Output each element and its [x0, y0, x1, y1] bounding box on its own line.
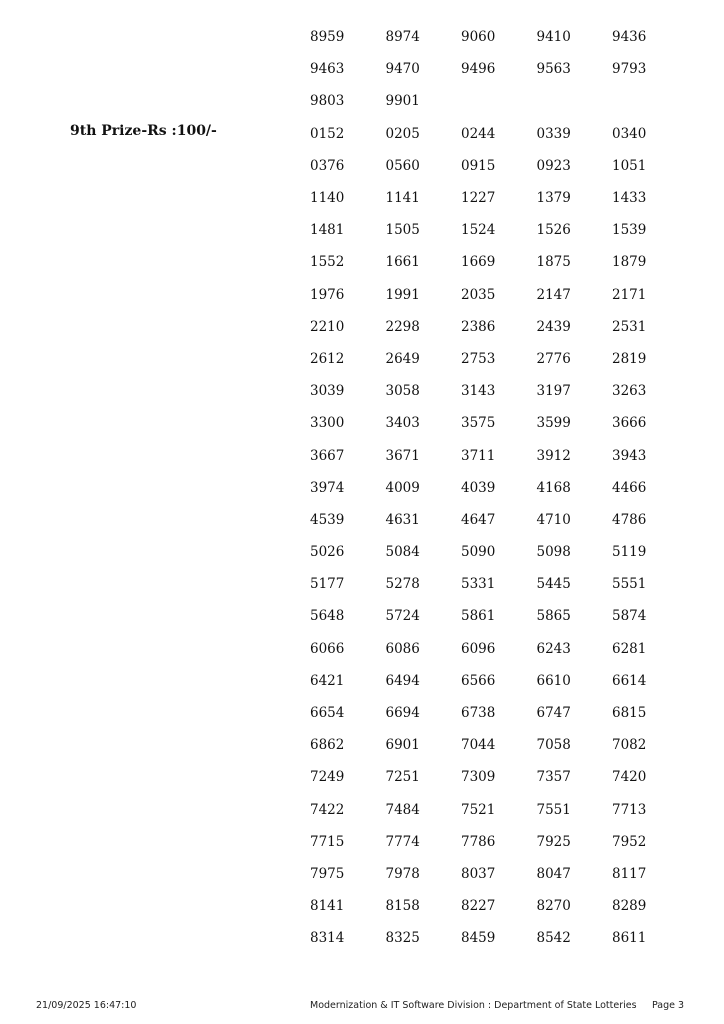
ticket-number: 4168: [536, 479, 571, 496]
ticket-number: 3058: [385, 383, 420, 400]
number-row: [310, 246, 690, 278]
ticket-number: 2649: [385, 350, 420, 367]
number-row: [310, 665, 690, 697]
footer-department: Modernization & IT Software Division : Department of State Lotteries: [310, 1000, 637, 1011]
ticket-number: 8227: [461, 898, 496, 915]
ticket-number: 1140: [310, 190, 345, 207]
ticket-number: 7713: [612, 801, 647, 818]
ticket-number: 1526: [536, 222, 571, 239]
ticket-number: 0340: [612, 125, 647, 142]
ticket-number: 5026: [310, 544, 345, 561]
ticket-number: 6901: [385, 737, 420, 754]
ticket-number: 5865: [536, 608, 571, 625]
number-row: [310, 53, 690, 85]
ticket-number: 1875: [536, 254, 571, 271]
ticket-number: 3667: [310, 447, 345, 464]
ticket-number: 7484: [385, 801, 420, 818]
ticket-number: 0244: [461, 125, 496, 142]
number-row: [310, 568, 690, 600]
ticket-number: 7058: [536, 737, 571, 754]
ticket-number: 9060: [461, 29, 496, 46]
ticket-number: 2386: [461, 318, 496, 335]
ticket-number: 6654: [310, 705, 345, 722]
ticket-number: 6066: [310, 640, 345, 657]
ticket-number: 7249: [310, 769, 345, 786]
ticket-number: 8117: [612, 865, 647, 882]
ticket-number: 9496: [461, 61, 496, 78]
prize-heading-9th: 9th Prize-Rs :100/-: [70, 123, 217, 139]
ticket-number: 8325: [385, 930, 420, 947]
number-row: [310, 279, 690, 311]
ticket-number: 7420: [612, 769, 647, 786]
ticket-number: 8974: [385, 29, 420, 46]
ticket-number: 9410: [536, 29, 571, 46]
ticket-number: 7082: [612, 737, 647, 754]
ticket-number: 2753: [461, 350, 496, 367]
ticket-number: 9470: [385, 61, 420, 78]
number-row: [310, 85, 690, 117]
ticket-number: 3575: [461, 415, 496, 432]
number-row: [310, 150, 690, 182]
ticket-number: 8314: [310, 930, 345, 947]
ticket-number: 0923: [536, 157, 571, 174]
ticket-number: 1661: [385, 254, 420, 271]
number-row: [310, 375, 690, 407]
number-row: [310, 182, 690, 214]
ticket-number: 9901: [385, 93, 420, 110]
ticket-number: 8459: [461, 930, 496, 947]
ticket-number: 0339: [536, 125, 571, 142]
ticket-number: 5084: [385, 544, 420, 561]
number-row: [310, 922, 690, 954]
ticket-number: 8037: [461, 865, 496, 882]
ticket-number: 9793: [612, 61, 647, 78]
ticket-number: 3671: [385, 447, 420, 464]
ticket-number: 6096: [461, 640, 496, 657]
number-row: [310, 118, 690, 150]
ticket-number: 7551: [536, 801, 571, 818]
ticket-number: 1227: [461, 190, 496, 207]
ticket-number: 2819: [612, 350, 647, 367]
ticket-number: 2531: [612, 318, 647, 335]
ticket-number: 5090: [461, 544, 496, 561]
ticket-number: 4039: [461, 479, 496, 496]
ticket-number: 8289: [612, 898, 647, 915]
ticket-number: 5445: [536, 576, 571, 593]
ticket-number: 3943: [612, 447, 647, 464]
number-row: [310, 214, 690, 246]
ticket-number: 7044: [461, 737, 496, 754]
ticket-number: 5874: [612, 608, 647, 625]
ticket-number: 1433: [612, 190, 647, 207]
ticket-number: 7786: [461, 833, 496, 850]
number-row: [310, 761, 690, 793]
ticket-number: 4009: [385, 479, 420, 496]
number-row: [310, 439, 690, 471]
ticket-number: 6610: [536, 672, 571, 689]
ticket-number: 1481: [310, 222, 345, 239]
ticket-number: 7251: [385, 769, 420, 786]
ticket-number: 7952: [612, 833, 647, 850]
ticket-number: 5724: [385, 608, 420, 625]
ticket-number: 1879: [612, 254, 647, 271]
footer-page-number: Page 3: [652, 1000, 685, 1011]
number-row: [310, 343, 690, 375]
ticket-number: 7309: [461, 769, 496, 786]
ticket-number: 6815: [612, 705, 647, 722]
winning-numbers-grid: [310, 21, 690, 954]
number-row: [310, 536, 690, 568]
ticket-number: 4631: [385, 511, 420, 528]
ticket-number: 3403: [385, 415, 420, 432]
ticket-number: 2147: [536, 286, 571, 303]
ticket-number: 8047: [536, 865, 571, 882]
ticket-number: 3599: [536, 415, 571, 432]
ticket-number: 3711: [461, 447, 496, 464]
ticket-number: 0560: [385, 157, 420, 174]
ticket-number: 8542: [536, 930, 571, 947]
ticket-number: 7975: [310, 865, 345, 882]
ticket-number: 6862: [310, 737, 345, 754]
ticket-number: 8270: [536, 898, 571, 915]
ticket-number: 1552: [310, 254, 345, 271]
number-row: [310, 21, 690, 53]
ticket-number: 0205: [385, 125, 420, 142]
number-row: [310, 407, 690, 439]
number-row: [310, 504, 690, 536]
ticket-number: 6694: [385, 705, 420, 722]
number-row: [310, 826, 690, 858]
ticket-number: 9436: [612, 29, 647, 46]
ticket-number: 4647: [461, 511, 496, 528]
ticket-number: 6747: [536, 705, 571, 722]
number-row: [310, 697, 690, 729]
number-row: [310, 472, 690, 504]
ticket-number: 3666: [612, 415, 647, 432]
number-row: [310, 858, 690, 890]
ticket-number: 8959: [310, 29, 345, 46]
ticket-number: 6614: [612, 672, 647, 689]
ticket-number: 1051: [612, 157, 647, 174]
ticket-number: 2439: [536, 318, 571, 335]
footer-datetime: 21/09/2025 16:47:10: [36, 1000, 137, 1011]
ticket-number: 3197: [536, 383, 571, 400]
ticket-number: 6086: [385, 640, 420, 657]
ticket-number: 7521: [461, 801, 496, 818]
number-row: [310, 890, 690, 922]
ticket-number: 0915: [461, 157, 496, 174]
ticket-number: 0376: [310, 157, 345, 174]
number-row: [310, 794, 690, 826]
number-row: [310, 600, 690, 632]
ticket-number: 7925: [536, 833, 571, 850]
number-row: [310, 311, 690, 343]
ticket-number: 8141: [310, 898, 345, 915]
ticket-number: 5119: [612, 544, 647, 561]
ticket-number: 1379: [536, 190, 571, 207]
ticket-number: 7422: [310, 801, 345, 818]
ticket-number: 5177: [310, 576, 345, 593]
ticket-number: 1505: [385, 222, 420, 239]
ticket-number: 3974: [310, 479, 345, 496]
ticket-number: 5551: [612, 576, 647, 593]
ticket-number: 7774: [385, 833, 420, 850]
ticket-number: 6281: [612, 640, 647, 657]
ticket-number: 5278: [385, 576, 420, 593]
ticket-number: 2298: [385, 318, 420, 335]
ticket-number: 2612: [310, 350, 345, 367]
ticket-number: 8158: [385, 898, 420, 915]
number-row: [310, 633, 690, 665]
ticket-number: 3039: [310, 383, 345, 400]
ticket-number: 0152: [310, 125, 345, 142]
ticket-number: 1141: [385, 190, 420, 207]
ticket-number: 3263: [612, 383, 647, 400]
ticket-number: 5648: [310, 608, 345, 625]
ticket-number: 5098: [536, 544, 571, 561]
ticket-number: 7978: [385, 865, 420, 882]
ticket-number: 9803: [310, 93, 345, 110]
ticket-number: 2035: [461, 286, 496, 303]
ticket-number: 6421: [310, 672, 345, 689]
ticket-number: 7357: [536, 769, 571, 786]
ticket-number: 1539: [612, 222, 647, 239]
ticket-number: 1669: [461, 254, 496, 271]
ticket-number: 4539: [310, 511, 345, 528]
ticket-number: 9563: [536, 61, 571, 78]
ticket-number: 4786: [612, 511, 647, 528]
ticket-number: 1976: [310, 286, 345, 303]
ticket-number: 6243: [536, 640, 571, 657]
ticket-number: 3143: [461, 383, 496, 400]
ticket-number: 4466: [612, 479, 647, 496]
ticket-number: 4710: [536, 511, 571, 528]
ticket-number: 1524: [461, 222, 496, 239]
ticket-number: 6738: [461, 705, 496, 722]
ticket-number: 5861: [461, 608, 496, 625]
number-row: [310, 729, 690, 761]
ticket-number: 7715: [310, 833, 345, 850]
ticket-number: 2776: [536, 350, 571, 367]
ticket-number: 6494: [385, 672, 420, 689]
ticket-number: 9463: [310, 61, 345, 78]
ticket-number: 3300: [310, 415, 345, 432]
ticket-number: 5331: [461, 576, 496, 593]
ticket-number: 1991: [385, 286, 420, 303]
ticket-number: 8611: [612, 930, 647, 947]
ticket-number: 2171: [612, 286, 647, 303]
ticket-number: 6566: [461, 672, 496, 689]
ticket-number: 2210: [310, 318, 345, 335]
ticket-number: 3912: [536, 447, 571, 464]
